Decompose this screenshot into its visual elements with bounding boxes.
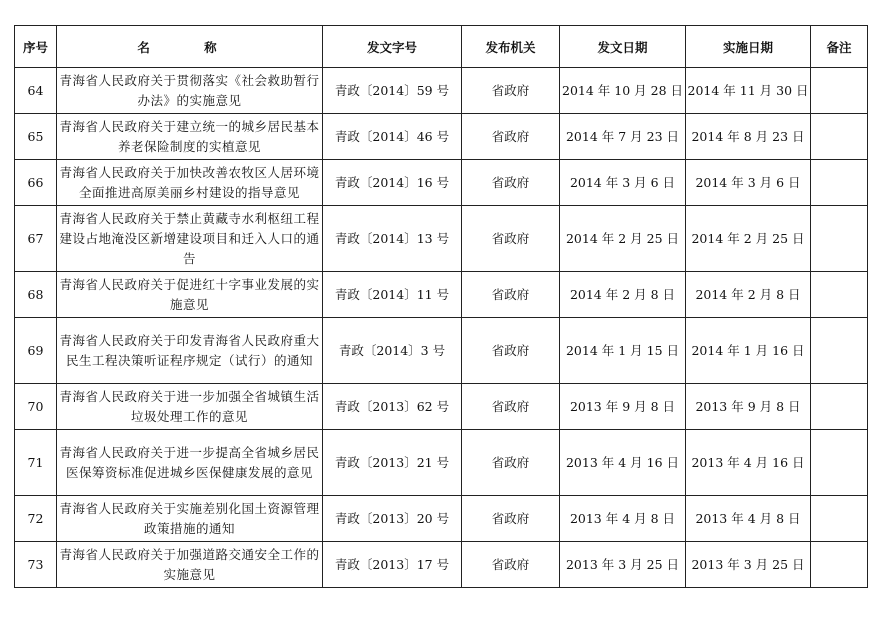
row-index: 72 xyxy=(15,496,57,542)
row-name: 青海省人民政府关于实施差别化国土资源管理政策措施的通知 xyxy=(57,496,323,542)
row-doc-no: 青政〔2013〕20 号 xyxy=(323,496,462,542)
row-issuer: 省政府 xyxy=(462,160,560,206)
row-doc-no: 青政〔2014〕3 号 xyxy=(323,318,462,384)
row-issuer: 省政府 xyxy=(462,496,560,542)
header-doc-no: 发文字号 xyxy=(323,26,462,68)
row-effective-date: 2014 年 11 月 30 日 xyxy=(686,68,811,114)
header-issuer: 发布机关 xyxy=(462,26,560,68)
row-issuer: 省政府 xyxy=(462,68,560,114)
row-remarks xyxy=(811,206,868,272)
row-index: 71 xyxy=(15,430,57,496)
row-remarks xyxy=(811,160,868,206)
row-index: 68 xyxy=(15,272,57,318)
row-index: 65 xyxy=(15,114,57,160)
row-effective-date: 2014 年 3 月 6 日 xyxy=(686,160,811,206)
row-name: 青海省人民政府关于建立统一的城乡居民基本养老保险制度的实植意见 xyxy=(57,114,323,160)
row-effective-date: 2013 年 4 月 16 日 xyxy=(686,430,811,496)
header-remarks: 备注 xyxy=(811,26,868,68)
header-effective-date: 实施日期 xyxy=(686,26,811,68)
row-issue-date: 2014 年 7 月 23 日 xyxy=(560,114,686,160)
row-name: 青海省人民政府关于印发青海省人民政府重大民生工程决策听证程序规定（试行）的通知 xyxy=(57,318,323,384)
row-effective-date: 2013 年 3 月 25 日 xyxy=(686,542,811,588)
row-index: 73 xyxy=(15,542,57,588)
row-remarks xyxy=(811,318,868,384)
header-issue-date: 发文日期 xyxy=(560,26,686,68)
row-remarks xyxy=(811,496,868,542)
row-issue-date: 2013 年 9 月 8 日 xyxy=(560,384,686,430)
row-issuer: 省政府 xyxy=(462,272,560,318)
header-name: 名 称 xyxy=(57,26,323,68)
row-name: 青海省人民政府关于促进红十字事业发展的实施意见 xyxy=(57,272,323,318)
row-doc-no: 青政〔2014〕59 号 xyxy=(323,68,462,114)
row-doc-no: 青政〔2013〕21 号 xyxy=(323,430,462,496)
table-header-row xyxy=(15,26,868,68)
row-index: 67 xyxy=(15,206,57,272)
table-row xyxy=(15,430,868,496)
table-row xyxy=(15,384,868,430)
row-index: 64 xyxy=(15,68,57,114)
row-effective-date: 2013 年 4 月 8 日 xyxy=(686,496,811,542)
row-name: 青海省人民政府关于贯彻落实《社会救助暂行办法》的实施意见 xyxy=(57,68,323,114)
row-remarks xyxy=(811,430,868,496)
row-issuer: 省政府 xyxy=(462,430,560,496)
table-row xyxy=(15,114,868,160)
row-effective-date: 2014 年 2 月 25 日 xyxy=(686,206,811,272)
row-issuer: 省政府 xyxy=(462,542,560,588)
row-name: 青海省人民政府关于进一步加强全省城镇生活垃圾处理工作的意见 xyxy=(57,384,323,430)
row-name: 青海省人民政府关于进一步提高全省城乡居民医保筹资标准促进城乡医保健康发展的意见 xyxy=(57,430,323,496)
row-doc-no: 青政〔2014〕16 号 xyxy=(323,160,462,206)
row-effective-date: 2014 年 1 月 16 日 xyxy=(686,318,811,384)
row-index: 70 xyxy=(15,384,57,430)
row-doc-no: 青政〔2013〕62 号 xyxy=(323,384,462,430)
row-doc-no: 青政〔2014〕13 号 xyxy=(323,206,462,272)
row-remarks xyxy=(811,114,868,160)
row-remarks xyxy=(811,68,868,114)
row-issue-date: 2013 年 4 月 8 日 xyxy=(560,496,686,542)
row-remarks xyxy=(811,542,868,588)
row-issuer: 省政府 xyxy=(462,318,560,384)
row-issuer: 省政府 xyxy=(462,384,560,430)
table-row xyxy=(15,68,868,114)
header-index: 序号 xyxy=(15,26,57,68)
row-name: 青海省人民政府关于禁止黄藏寺水利枢纽工程建设占地淹没区新增建设项目和迁入人口的通告 xyxy=(57,206,323,272)
row-effective-date: 2014 年 2 月 8 日 xyxy=(686,272,811,318)
table-row xyxy=(15,272,868,318)
row-name: 青海省人民政府关于加快改善农牧区人居环境全面推进高原美丽乡村建设的指导意见 xyxy=(57,160,323,206)
row-effective-date: 2014 年 8 月 23 日 xyxy=(686,114,811,160)
row-doc-no: 青政〔2013〕17 号 xyxy=(323,542,462,588)
row-remarks xyxy=(811,272,868,318)
row-issue-date: 2014 年 2 月 25 日 xyxy=(560,206,686,272)
table-row xyxy=(15,318,868,384)
row-index: 69 xyxy=(15,318,57,384)
row-issue-date: 2013 年 4 月 16 日 xyxy=(560,430,686,496)
row-index: 66 xyxy=(15,160,57,206)
row-issue-date: 2014 年 1 月 15 日 xyxy=(560,318,686,384)
row-remarks xyxy=(811,384,868,430)
row-name: 青海省人民政府关于加强道路交通安全工作的实施意见 xyxy=(57,542,323,588)
row-doc-no: 青政〔2014〕46 号 xyxy=(323,114,462,160)
row-issuer: 省政府 xyxy=(462,206,560,272)
row-issuer: 省政府 xyxy=(462,114,560,160)
table-row xyxy=(15,206,868,272)
row-doc-no: 青政〔2014〕11 号 xyxy=(323,272,462,318)
row-issue-date: 2014 年 10 月 28 日 xyxy=(560,68,686,114)
row-effective-date: 2013 年 9 月 8 日 xyxy=(686,384,811,430)
table-row xyxy=(15,160,868,206)
row-issue-date: 2014 年 3 月 6 日 xyxy=(560,160,686,206)
row-issue-date: 2013 年 3 月 25 日 xyxy=(560,542,686,588)
regulations-table xyxy=(14,25,868,588)
table-row xyxy=(15,542,868,588)
table-row xyxy=(15,496,868,542)
row-issue-date: 2014 年 2 月 8 日 xyxy=(560,272,686,318)
